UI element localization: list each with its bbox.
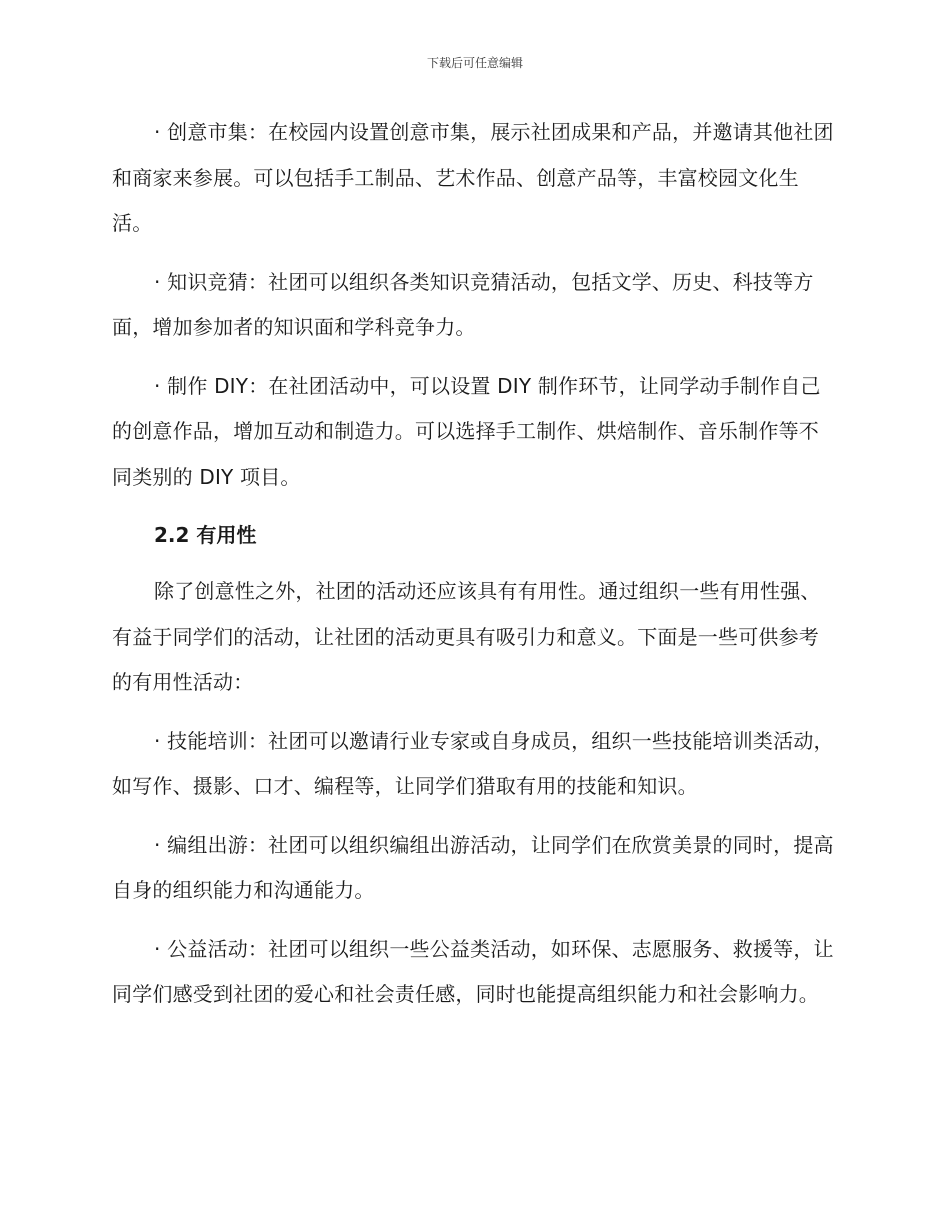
paragraph-diy: · 制作 DIY：在社团活动中，可以设置 DIY 制作环节，让同学动手制作自己的创意作品，增加互动和制造力。可以选择手工制作、烘焙制作、音乐制作等不同类别的 DIY 项目。 bbox=[112, 373, 821, 489]
paragraph-public-welfare: · 公益活动：社团可以组织一些公益类活动，如环保、志愿服务、救援等，让同学们感受到社团的爱心和社会责任感，同时也能提高组织能力和社会影响力。 bbox=[112, 936, 834, 1006]
paragraph-group-trip: · 编组出游：社团可以组织编组出游活动，让同学们在欣赏美景的同时，提高自身的组织能力和沟通能力。 bbox=[112, 832, 834, 902]
page-header: 下载后可任意编辑 bbox=[426, 56, 523, 70]
paragraph-creative-market: · 创意市集：在校园内设置创意市集，展示社团成果和产品，并邀请其他社团和商家来参展。可以包括手工制品、艺术作品、创意产品等，丰富校园文化生活。 bbox=[112, 120, 834, 235]
document-body bbox=[112, 110, 838, 1031]
paragraph-knowledge-quiz: · 知识竞猜：社团可以组织各类知识竞猜活动，包括文学、历史、科技等方面，增加参加者的知识面和学科竞争力。 bbox=[112, 269, 814, 339]
paragraph-usefulness-intro: 除了创意性之外，社团的活动还应该具有有用性。通过组织一些有用性强、有益于同学们的活动，让社团的活动更具有吸引力和意义。下面是一些可供参考的有用性活动： bbox=[112, 579, 821, 694]
paragraph-skill-training: · 技能培训：社团可以邀请行业专家或自身成员，组织一些技能培训类活动，如写作、摄影、口才、编程等，让同学们猎取有用的技能和知识。 bbox=[112, 728, 834, 798]
section-heading-usefulness: 2.2 有用性 bbox=[154, 523, 257, 547]
